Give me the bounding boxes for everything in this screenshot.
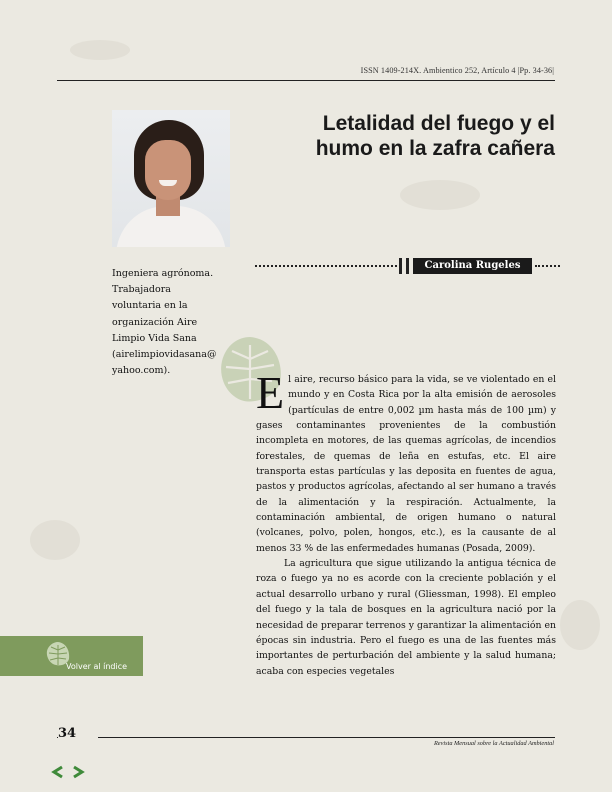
background-texture <box>400 180 480 210</box>
article-body <box>256 367 556 679</box>
bio-line: voluntaria en la <box>112 300 188 312</box>
author-bar <box>255 258 560 274</box>
back-to-index-label: Volver al índice <box>66 662 128 671</box>
bio-line: Trabajadora <box>112 284 171 296</box>
bio-email[interactable]: (airelimpiovidasana@ <box>112 349 217 361</box>
paragraph: La agricultura que sigue utilizando la antigua técnica de roza o fuego ya no es acorde con la creciente población y el actual desarrollo urbano y rural (Gliessman, 1998). El empleo del fuego y la tala de bosques en la agricultura nació por la necesidad de preparar terrenos y garantizar la alimentación en épocas sin industria. Pero el fuego es una de las fuentes más importantes de perturbación del ambiente y la salud humana; acaba con especies vegetales <box>256 558 556 677</box>
back-to-index-button[interactable] <box>0 636 143 676</box>
footer-divider <box>57 737 555 738</box>
title-line-1: Letalidad del fuego y el <box>322 112 555 135</box>
author-name: Carolina Rugeles <box>413 258 532 274</box>
paragraph-text: l aire, recurso básico para la vida, se ve violentado en el mundo y en Costa Rica por la alta emisión de aerosoles (partículas de entre 0,002 µm hasta más de 100 µm) y gases contaminantes provenientes de la combustión incompleta en motores, de las quemas agrícolas, de incendios forestales, de quemas de leña en estufas, etc. El aire transporta estas partículas y las deposita en fuentes de agua, pastos y productos agrícolas, afectando al ser humano a través de la alimentación y la respiración. Actualmente, la contaminación ambiental, de origen humano o natural (volcanes, polvo, polen, hongos, etc.), es la causante de al menos 33 % de las enfermedades humanas (Posada, 2009). <box>256 374 556 554</box>
bio-line: Ingeniera agrónoma. <box>112 268 214 279</box>
background-texture <box>30 520 80 560</box>
next-page-arrow-icon[interactable] <box>70 764 86 780</box>
citation-header: ISSN 1409-214X. Ambientico 252, Artículo 4 |Pp. 34-36| <box>360 66 554 75</box>
background-texture <box>70 40 130 60</box>
double-bar-ornament <box>399 258 409 274</box>
title-line-2: humo en la zafra cañera <box>315 137 555 160</box>
author-photo <box>112 110 230 247</box>
journal-name: Revista Mensual sobre la Actualidad Ambiental <box>433 740 554 747</box>
page-number: 34 <box>58 726 98 741</box>
dotted-rule-right <box>535 265 560 267</box>
background-texture <box>560 600 600 650</box>
bio-line: Limpio Vida Sana <box>112 332 197 344</box>
header-divider <box>57 80 555 81</box>
dotted-rule-left <box>255 265 397 267</box>
bio-email[interactable]: yahoo.com). <box>112 365 171 377</box>
bio-line: organización Aire <box>112 316 198 328</box>
paragraph <box>256 367 556 556</box>
drop-cap: E <box>256 367 285 418</box>
previous-page-arrow-icon[interactable] <box>50 764 66 780</box>
article-title <box>255 111 555 161</box>
